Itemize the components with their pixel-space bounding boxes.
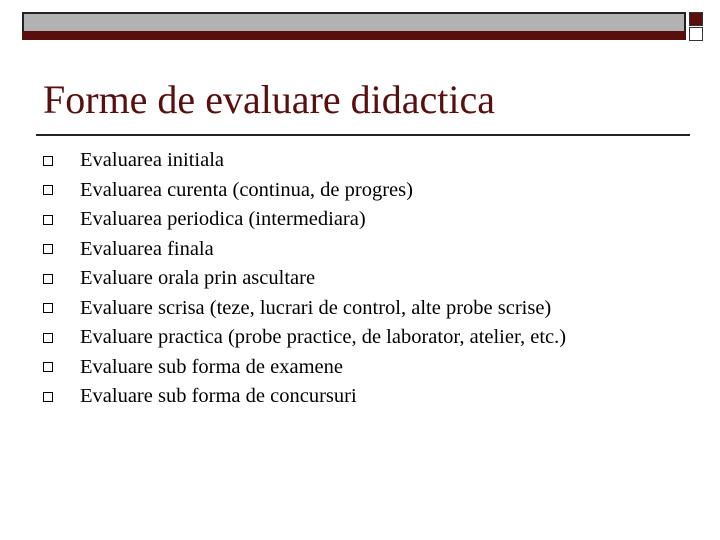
hollow-square-icon (43, 274, 53, 284)
list-item-text: Evaluare sub forma de examene (80, 355, 343, 378)
list-item-text: Evaluarea finala (80, 237, 214, 260)
title-divider (36, 134, 690, 136)
hollow-square-icon (43, 392, 53, 402)
list-item-text: Evaluarea periodica (intermediara) (80, 208, 366, 230)
top-accent-stripe (22, 31, 686, 40)
list-item-text: Evaluarea curenta (continua, de progres) (80, 178, 413, 201)
hollow-square-icon (43, 362, 53, 372)
list-item-text: Evaluare scrisa (teze, lucrari de control, alte probe scrise) (80, 296, 552, 319)
hollow-square-icon (43, 303, 53, 313)
list-item-text: Evaluare practica (probe practice, de laborator, atelier, etc.) (80, 326, 567, 348)
hollow-square-icon (43, 215, 53, 225)
slide-title: Forme de evaluare didactica (43, 77, 495, 122)
corner-square-dark (689, 12, 703, 26)
corner-square-light (689, 27, 703, 41)
list-item-text: Evaluarea initiala (80, 149, 224, 171)
list-item-text: Evaluare orala prin ascultare (80, 267, 316, 289)
hollow-square-icon (43, 244, 53, 254)
hollow-square-icon (43, 333, 53, 343)
hollow-square-icon (43, 156, 53, 166)
hollow-square-icon (43, 185, 53, 195)
list-item-text: Evaluare sub forma de concursuri (80, 385, 357, 407)
